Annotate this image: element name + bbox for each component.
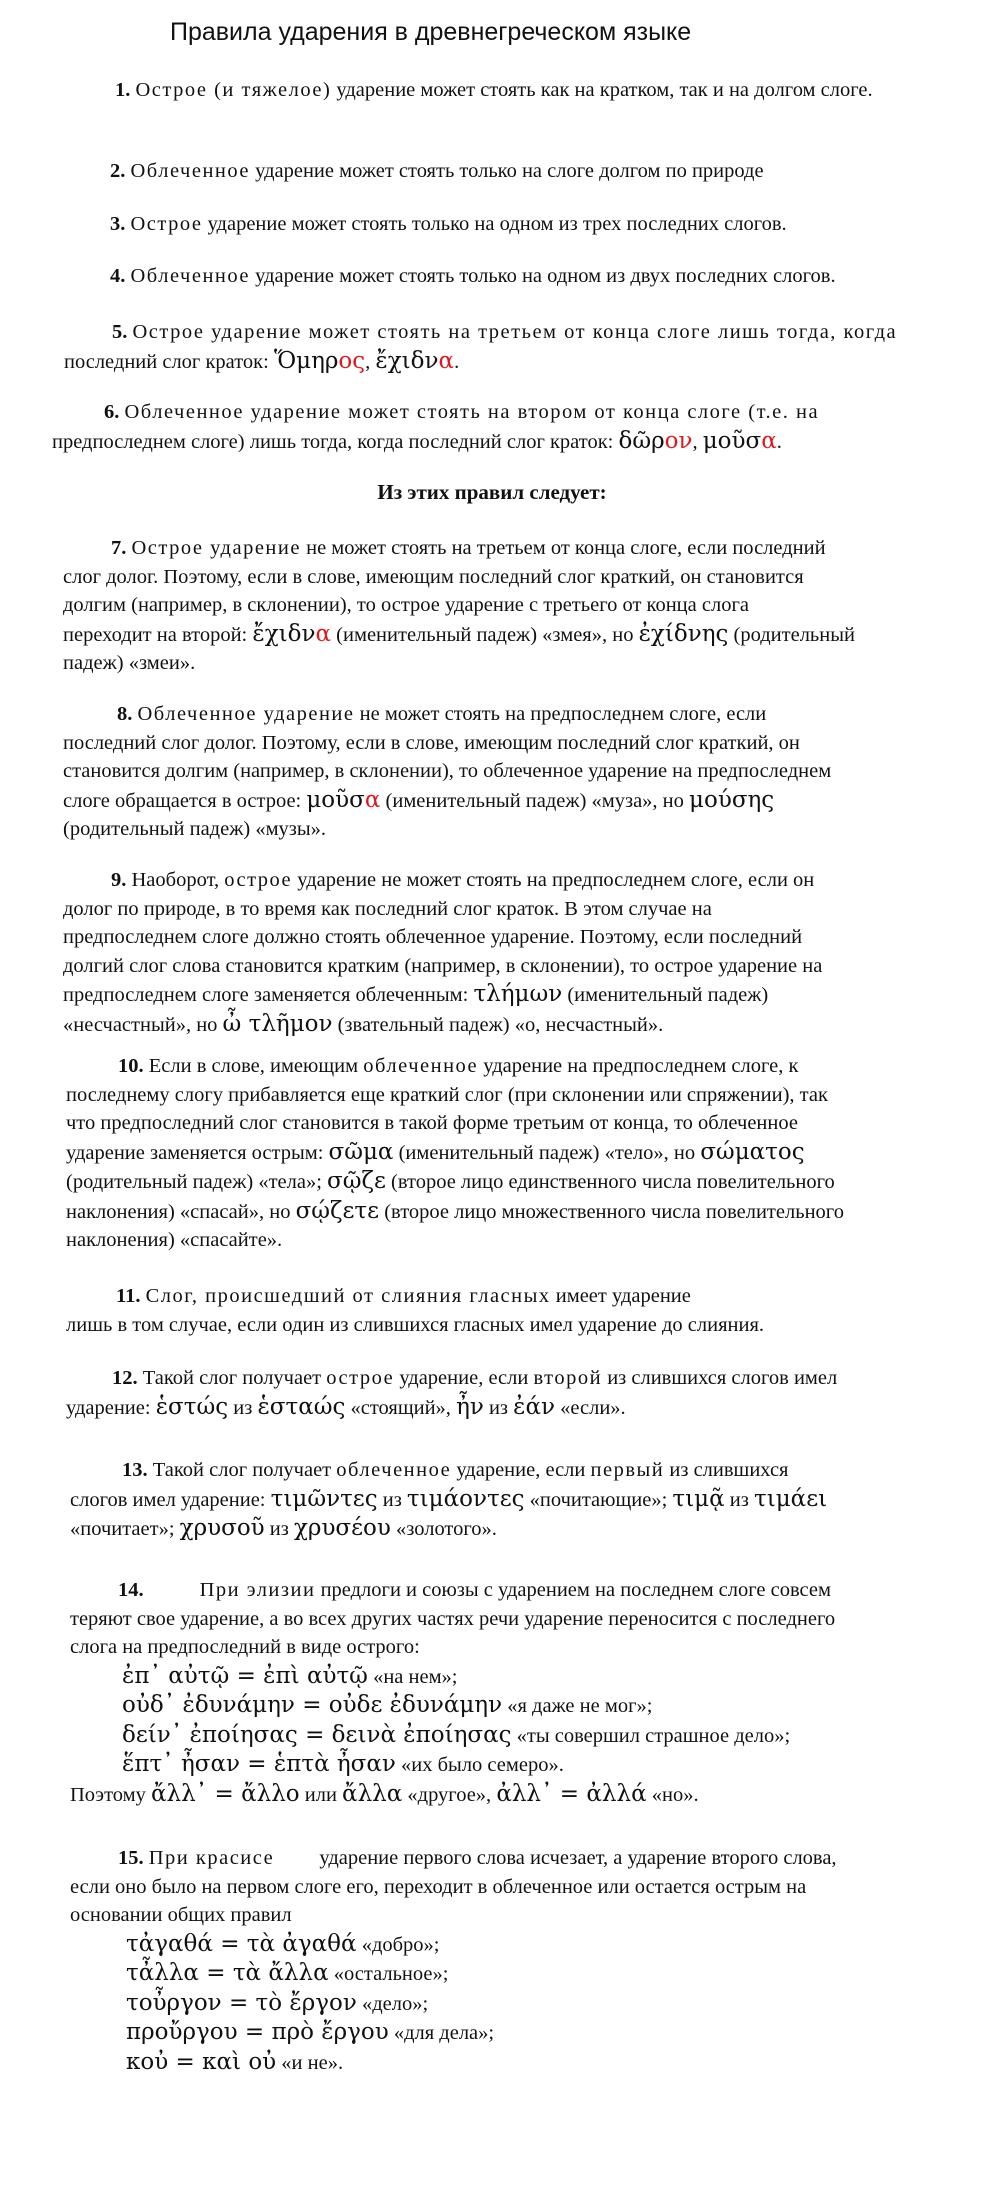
rule-text: ударение может стоять только на одном из трех последних слогов.	[202, 213, 787, 235]
rule-number: 3.	[110, 213, 126, 235]
greek-word: ἐχίδνης	[638, 620, 729, 647]
rule-12: 12. Такой слог получает острое ударение, если второй из слившихся слогов имел ударение: ἑστώς из ἑσταώς «стоящий», ἦν из ἐάν «если».	[66, 1367, 838, 1420]
rule-number: 10.	[118, 1055, 144, 1077]
rule-number: 1.	[115, 79, 131, 101]
rule-emphasis: Острое (и тяжелое)	[135, 79, 332, 101]
greek-word: σῶμα	[328, 1138, 394, 1165]
rule-number: 5.	[112, 321, 128, 343]
rule-number: 9.	[111, 869, 127, 891]
example-line: ἕπτ᾽ ἦσαν = ἑπτὰ ἦσαν «их было семеро».	[122, 1751, 564, 1777]
rule-emphasis: Облеченное	[130, 265, 250, 287]
section-heading: Из этих правил следует:	[377, 480, 607, 504]
rule-2	[110, 157, 930, 186]
greek-word: ἑσταώς	[257, 1393, 346, 1420]
greek-word: τλήμων	[473, 981, 563, 1007]
greek-word: μοῦσα	[306, 786, 381, 813]
greek-word: ἔχιδνα	[252, 620, 332, 647]
rule-text: Острое ударение может стоять на третьем от конца слоге лишь тогда, когда	[132, 321, 898, 343]
rule-number: 15.	[118, 1847, 144, 1869]
rule-3	[110, 210, 930, 239]
rule-text: ударение может стоять как на кратком, так и на долгом слоге.	[331, 79, 873, 101]
rule-number: 2.	[110, 160, 126, 182]
rule-text: предпоследнем слоге) лишь тогда, когда последний слог краток:	[52, 430, 614, 453]
rule-emphasis: Острое	[130, 213, 203, 235]
greek-word: σῷζε	[327, 1168, 386, 1194]
example-line: Поэтому ἄλλ᾽ = ἄλλο или ἄλλα «другое», ἀλλ᾽ = ἀλλά «но».	[70, 1780, 699, 1807]
rule-number: 13.	[122, 1459, 148, 1481]
rule-text: Облеченное ударение может стоять на втором от конца слоге (т.е. на	[124, 401, 820, 423]
rule-4	[110, 262, 930, 291]
rule-number: 8.	[117, 703, 133, 725]
rule-7: 7. Острое ударение не может стоять на третьем от конца слоге, если последний слог долог. Поэтому, если в слове, имеющим последний слог краткий, он становится долгим (например, в склонении), то острое ударение с третьего от конца слога переходит на второй: ἔχιδνα (именительный падеж) «змея», но ἐχίδνης (родительный падеж) «змеи».	[63, 537, 855, 674]
rule-number: 12.	[112, 1367, 138, 1389]
rule-5: 5. Острое ударение может стоять на третьем от конца слоге лишь тогда, когда последний слог краток: Ὅμηρος, ἔχιδνα.	[64, 321, 898, 374]
rule-13: 13. Такой слог получает облеченное ударение, если первый из слившихся слогов имел ударение: τιμῶντες из τιμάοντες «почитающие»; τιμᾷ из τιμάει «почитает»; χρυσοῦ из χρυσέου «золотого».	[70, 1459, 828, 1541]
rule-6: 6. Облеченное ударение может стоять на втором от конца слоге (т.е. на предпоследнем слоге) лишь тогда, когда последний слог краток: δῶρον, μοῦσα.	[52, 401, 820, 454]
greek-word: χρυσέου	[293, 1515, 391, 1541]
greek-word: Ὅμηρος	[273, 347, 366, 374]
greek-word: χρυσοῦ	[179, 1515, 265, 1541]
example-line: οὐδ᾽ ἐδυνάμην = οὐδε ἐδυνάμην «я даже не мог»;	[122, 1692, 653, 1718]
greek-word: τιμάει	[753, 1485, 828, 1512]
rule-number: 4.	[110, 265, 126, 287]
rule-emphasis: Облеченное	[130, 160, 250, 182]
example-line: τοὖργον = τὸ ἔργον «дело»;	[126, 1989, 429, 2016]
greek-word: σῴζετε	[295, 1197, 380, 1224]
rule-number: 11.	[116, 1285, 141, 1307]
rule-10: 10. Если в слове, имеющим облеченное ударение на предпоследнем слоге, к последнему слогу прибавляется еще краткий слог (при склонении или спряжении), так что предпоследний слог становится в такой форме третьим от конца, то облеченное ударение заменяется острым: σῶμα (именительный падеж) «тело», но σώματος (родительный падеж) «тела»; σῷζε (второе лицо единственного числа повелительного наклонения) «спасай», но σῴζετε (второе лицо множественного числа повелительного наклонения) «спасайте».	[66, 1055, 844, 1251]
greek-word: ἔχιδνα	[375, 347, 455, 374]
rule-text: последний слог краток:	[64, 350, 269, 373]
rule-text: ударение может стоять только на одном из двух последних слогов.	[250, 265, 836, 287]
rule-15: 15. При красисе ударение первого слова исчезает, а ударение второго слова, если оно было на первом слоге его, переходит в облеченное или остается острым на основании общих правил τἀγαθά = τὰ ἀγαθά «добро»; τἆλλα = τὰ ἄλλα «остальное»; τοὖργον = τὸ ἔργον «дело»; προὔργου = πρὸ ἔργου «для дела»; κοὐ = καὶ οὐ «и не».	[70, 1844, 930, 2077]
example-line: προὔργου = πρὸ ἔργου «для дела»;	[126, 2019, 495, 2045]
rule-number: 14.	[118, 1579, 144, 1601]
rule-number: 6.	[104, 401, 120, 423]
example-line: δείν᾽ ἐποίησας = δεινὰ ἐποίησας «ты совершил страшное дело»;	[122, 1721, 791, 1748]
greek-word: μοῦσα	[702, 427, 777, 454]
example-line: ἐπ᾽ αὐτῷ = ἐπὶ αὐτῷ «на нем»;	[122, 1662, 458, 1689]
greek-word: σώματος	[700, 1138, 805, 1165]
example-line: τἆλλα = τὰ ἄλλα «остальное»;	[126, 1960, 449, 1986]
rule-1	[115, 76, 925, 105]
greek-word: τιμάοντες	[406, 1485, 525, 1512]
example-line: κοὐ = καὶ οὐ «и не».	[126, 2048, 344, 2075]
rule-text: ударение может стоять только на слоге долгом по природе	[250, 160, 764, 182]
rule-9: 9. Наоборот, острое ударение не может стоять на предпоследнем слоге, если он долог по природе, в то время как последний слог краток. В этом случае на предпоследнем слоге должно стоять облеченное ударение. Поэтому, если последний долгий слог слова становится кратким (например, в склонении), то острое ударение на предпоследнем слоге заменяется облеченным: τλήμων (именительный падеж) «несчастный», но ὦ τλῆμον (звательный падеж) «о, несчастный».	[63, 869, 823, 1037]
example-line: τἀγαθά = τὰ ἀγαθά «добро»;	[126, 1930, 440, 1957]
rule-number: 7.	[111, 537, 127, 559]
greek-word: ἦν	[456, 1393, 484, 1420]
greek-word: δῶρον	[618, 427, 693, 454]
greek-word: ἑστώς	[155, 1393, 229, 1420]
greek-word: τιμᾷ	[672, 1485, 725, 1512]
greek-word: τιμῶντες	[270, 1485, 378, 1512]
greek-word: μούσης	[689, 786, 775, 813]
rule-14: 14. При элизии предлоги и союзы с ударением на последнем слоге совсем теряют свое ударение, а во всех других частях речи ударение переносится с последнего слога на предпоследний в виде острого: ἐπ᾽ αὐτῷ = ἐπὶ αὐτῷ «на нем»; οὐδ᾽ ἐδυνάμην = οὐδε ἐδυνάμην «я даже не мог»; δείν᾽ ἐποίησας = δεινὰ ἐποίησας «ты совершил страшное дело»; ἕπτ᾽ ἦσαν = ἑπτὰ ἦσαν «их было семеро». Поэтому ἄλλ᾽ = ἄλλο или ἄλλα «другое», ἀλλ᾽ = ἀλλά «но».	[70, 1576, 930, 1809]
greek-word: ἐάν	[513, 1393, 556, 1420]
page-title: Правила ударения в древнегреческом языке	[170, 18, 692, 46]
rule-8: 8. Облеченное ударение не может стоять на предпоследнем слоге, если последний слог долог. Поэтому, если в слове, имеющим последний слог краткий, он становится долгим (например, в склонении), то облеченное ударение на предпоследнем слоге обращается в острое: μοῦσα (именительный падеж) «муза», но μούσης (родительный падеж) «музы».	[63, 703, 832, 840]
rule-11: 11. Слог, происшедший от слияния гласных имеет ударение лишь в том случае, если один из слившихся гласных имел ударение до слияния.	[66, 1285, 765, 1336]
greek-word: ὦ τλῆμον	[222, 1010, 333, 1037]
